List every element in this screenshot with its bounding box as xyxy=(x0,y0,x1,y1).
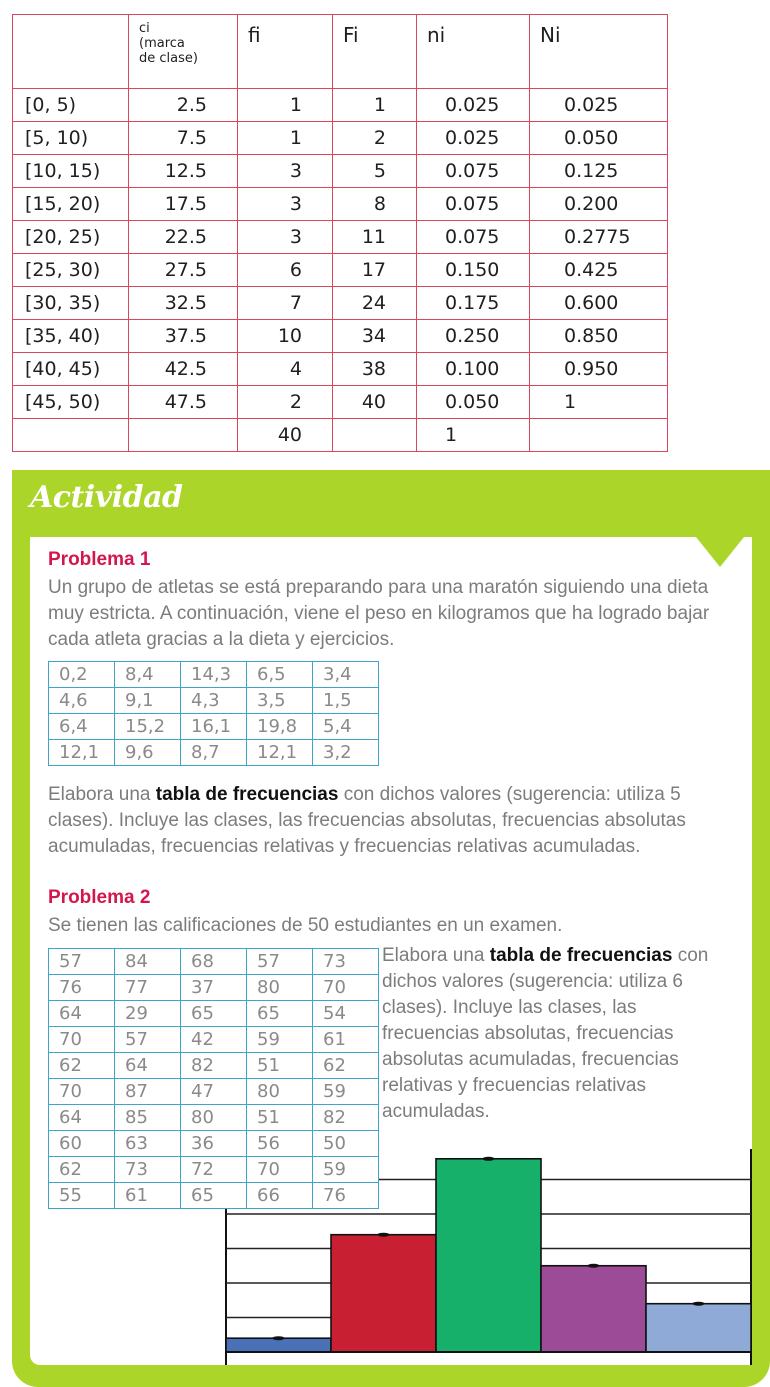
cell-fi: 8 xyxy=(333,188,417,221)
chart-bar xyxy=(646,1304,751,1352)
cell-ni: 0.125 xyxy=(530,155,668,188)
cell-fi: 40 xyxy=(333,386,417,419)
cell-ni: 0.200 xyxy=(530,188,668,221)
grid-cell: 80 xyxy=(247,975,313,1001)
grid-cell: 5,4 xyxy=(313,714,379,740)
cell-ni: 0.025 xyxy=(417,89,530,122)
table-row xyxy=(13,254,668,287)
cell-ni: 0.250 xyxy=(417,320,530,353)
task-text: Elabora una xyxy=(48,784,156,805)
cell-clase: [15, 20) xyxy=(13,188,129,221)
header-Fi: Fi xyxy=(333,15,417,89)
cell-ci: 17.5 xyxy=(129,188,238,221)
cell-fi: 17 xyxy=(333,254,417,287)
grid-cell: 42 xyxy=(181,1027,247,1053)
cell-fi: 38 xyxy=(333,353,417,386)
grid-cell: 70 xyxy=(247,1157,313,1183)
cell-fi: 3 xyxy=(238,188,333,221)
cell-ni: 0.175 xyxy=(417,287,530,320)
header-ci-line: (marca xyxy=(139,36,185,51)
cell-ni: 0.025 xyxy=(417,122,530,155)
grid-row xyxy=(49,1079,379,1105)
grid-cell: 50 xyxy=(313,1131,379,1157)
grid-cell: 76 xyxy=(313,1183,379,1209)
grid-cell: 65 xyxy=(181,1001,247,1027)
cell-fi: 1 xyxy=(333,89,417,122)
grid-cell: 55 xyxy=(49,1183,115,1209)
table-row xyxy=(13,221,668,254)
cell-fi: 7 xyxy=(238,287,333,320)
grid-cell: 60 xyxy=(49,1131,115,1157)
cell-fi: 5 xyxy=(333,155,417,188)
grid-cell: 59 xyxy=(247,1027,313,1053)
header-class xyxy=(13,15,129,89)
grid-cell: 85 xyxy=(115,1105,181,1131)
grid-cell: 29 xyxy=(115,1001,181,1027)
task-bold-text: tabla de frecuencias xyxy=(155,784,339,805)
grid-cell: 82 xyxy=(313,1105,379,1131)
cell-clase: [20, 25) xyxy=(13,221,129,254)
grid-cell: 70 xyxy=(49,1027,115,1053)
grid-cell: 4,3 xyxy=(181,688,247,714)
grid-cell: 73 xyxy=(313,949,379,975)
cell-ci: 27.5 xyxy=(129,254,238,287)
table-row xyxy=(13,320,668,353)
cell-ni: 1 xyxy=(417,419,530,452)
chart-bar-marker xyxy=(588,1264,600,1268)
problem-2-data-grid xyxy=(48,948,379,1209)
grid-cell: 3,4 xyxy=(313,662,379,688)
activity-title: Actividad xyxy=(30,480,183,515)
cell-fi: 6 xyxy=(238,254,333,287)
grid-cell: 37 xyxy=(181,975,247,1001)
grid-cell: 8,7 xyxy=(181,740,247,766)
cell-ni: 0.075 xyxy=(417,155,530,188)
cell-fi: 10 xyxy=(238,320,333,353)
grid-row xyxy=(49,1027,379,1053)
grid-cell: 68 xyxy=(181,949,247,975)
cell-clase: [5, 10) xyxy=(13,122,129,155)
cell-fi: 1 xyxy=(238,89,333,122)
table-row xyxy=(13,386,668,419)
grid-cell: 15,2 xyxy=(115,714,181,740)
cell-clase: [45, 50) xyxy=(13,386,129,419)
grid-cell: 73 xyxy=(115,1157,181,1183)
cell-ci: 7.5 xyxy=(129,122,238,155)
grid-cell: 62 xyxy=(49,1157,115,1183)
cell-ni: 0.050 xyxy=(530,122,668,155)
cell-ni: 0.2775 xyxy=(530,221,668,254)
grid-cell: 64 xyxy=(49,1001,115,1027)
grid-row xyxy=(49,975,379,1001)
task-text: Elabora una xyxy=(382,945,490,966)
cell-ni: 0.025 xyxy=(530,89,668,122)
activity-content xyxy=(30,537,752,1365)
header-ci-line: ci xyxy=(139,21,150,36)
grid-cell: 64 xyxy=(49,1105,115,1131)
grid-cell: 80 xyxy=(247,1079,313,1105)
grid-cell: 6,4 xyxy=(49,714,115,740)
cell-fi: 34 xyxy=(333,320,417,353)
table-row xyxy=(13,155,668,188)
cell-ci: 47.5 xyxy=(129,386,238,419)
cell-clase: [40, 45) xyxy=(13,353,129,386)
frequency-table-header xyxy=(13,15,668,89)
cell-clase: [10, 15) xyxy=(13,155,129,188)
grid-cell: 8,4 xyxy=(115,662,181,688)
table-row xyxy=(13,287,668,320)
cell-clase: [30, 35) xyxy=(13,287,129,320)
grid-cell: 16,1 xyxy=(181,714,247,740)
cell-ci: 32.5 xyxy=(129,287,238,320)
cell-fi xyxy=(333,419,417,452)
cell-ni: 0.850 xyxy=(530,320,668,353)
problem-2-title: Problema 2 xyxy=(48,887,151,908)
grid-cell: 63 xyxy=(115,1131,181,1157)
cell-ci: 22.5 xyxy=(129,221,238,254)
problem-2-task xyxy=(382,943,738,1125)
chart-bar xyxy=(436,1159,541,1352)
cell-ni xyxy=(530,419,668,452)
grid-cell: 57 xyxy=(247,949,313,975)
grid-cell: 36 xyxy=(181,1131,247,1157)
cell-ni: 0.950 xyxy=(530,353,668,386)
grid-cell: 9,1 xyxy=(115,688,181,714)
cell-fi: 40 xyxy=(238,419,333,452)
cell-fi: 2 xyxy=(333,122,417,155)
cell-ni: 0.100 xyxy=(417,353,530,386)
frequency-table xyxy=(12,14,668,452)
cell-ci xyxy=(129,419,238,452)
totals-row xyxy=(13,419,668,452)
grid-cell: 54 xyxy=(313,1001,379,1027)
task-bold-text: tabla de frecuencias xyxy=(489,945,673,966)
table-row xyxy=(13,89,668,122)
grid-row xyxy=(49,1183,379,1209)
header-fi: fi xyxy=(238,15,333,89)
cell-fi: 11 xyxy=(333,221,417,254)
cell-ci: 37.5 xyxy=(129,320,238,353)
header-ci-line: de clase) xyxy=(139,51,198,66)
grid-row xyxy=(49,949,379,975)
grid-cell: 59 xyxy=(313,1157,379,1183)
header-ci xyxy=(129,15,238,89)
grid-cell: 0,2 xyxy=(49,662,115,688)
cell-fi: 3 xyxy=(238,155,333,188)
grid-cell: 72 xyxy=(181,1157,247,1183)
header-ni: ni xyxy=(417,15,530,89)
grid-cell: 62 xyxy=(313,1053,379,1079)
grid-cell: 70 xyxy=(313,975,379,1001)
cell-ni: 0.150 xyxy=(417,254,530,287)
cell-ci: 2.5 xyxy=(129,89,238,122)
cell-clase xyxy=(13,419,129,452)
cell-fi: 2 xyxy=(238,386,333,419)
panel-notch xyxy=(696,537,744,567)
grid-cell: 76 xyxy=(49,975,115,1001)
chart-bar xyxy=(226,1338,331,1352)
task-text: con dichos valores (sugerencia: utiliza 6 clases). Incluye las clases, las frecuencias absolutas, frecuencias absolutas acumuladas, frecuencias relativas y frecuencias relativas acumuladas. xyxy=(382,945,709,1122)
activity-panel xyxy=(12,470,770,1387)
grid-row xyxy=(49,1105,379,1131)
grid-cell: 82 xyxy=(181,1053,247,1079)
grid-cell: 4,6 xyxy=(49,688,115,714)
cell-ni: 1 xyxy=(530,386,668,419)
cell-clase: [35, 40) xyxy=(13,320,129,353)
grid-cell: 77 xyxy=(115,975,181,1001)
table-row xyxy=(13,353,668,386)
grid-cell: 14,3 xyxy=(181,662,247,688)
chart-bar-marker xyxy=(693,1302,705,1306)
chart-bar-marker xyxy=(378,1233,390,1237)
table-row xyxy=(13,188,668,221)
grid-cell: 1,5 xyxy=(313,688,379,714)
grid-cell: 51 xyxy=(247,1053,313,1079)
grid-cell: 47 xyxy=(181,1079,247,1105)
cell-clase: [25, 30) xyxy=(13,254,129,287)
cell-ci: 12.5 xyxy=(129,155,238,188)
grid-cell: 51 xyxy=(247,1105,313,1131)
chart-bar-marker xyxy=(273,1336,285,1340)
grid-cell: 61 xyxy=(115,1183,181,1209)
grid-cell: 57 xyxy=(115,1027,181,1053)
frequency-table-body xyxy=(13,89,668,452)
cell-ci: 42.5 xyxy=(129,353,238,386)
grid-cell: 61 xyxy=(313,1027,379,1053)
grid-cell: 57 xyxy=(49,949,115,975)
problem-1-intro: Un grupo de atletas se está preparando para una maratón siguiendo una dieta muy estricta. A continuación, viene el peso en kilogramos que ha logrado bajar cada atleta gracias a la dieta y ejercicios. xyxy=(48,577,710,650)
cell-fi: 4 xyxy=(238,353,333,386)
grid-cell: 3,5 xyxy=(247,688,313,714)
cell-ni: 0.050 xyxy=(417,386,530,419)
cell-fi: 24 xyxy=(333,287,417,320)
grid-cell: 80 xyxy=(181,1105,247,1131)
grid-cell: 6,5 xyxy=(247,662,313,688)
grid-cell: 59 xyxy=(313,1079,379,1105)
chart-bar xyxy=(541,1266,646,1352)
grid-cell: 12,1 xyxy=(49,740,115,766)
grid-row xyxy=(49,1157,379,1183)
grid-row xyxy=(49,1131,379,1157)
header-Ni: Ni xyxy=(530,15,668,89)
chart-bar-marker xyxy=(483,1157,495,1161)
grid-cell: 84 xyxy=(115,949,181,975)
problem-2-intro: Se tienen las calificaciones de 50 estudiantes en un examen. xyxy=(48,915,563,936)
grid-cell: 87 xyxy=(115,1079,181,1105)
grid-cell: 70 xyxy=(49,1079,115,1105)
grid-cell: 56 xyxy=(247,1131,313,1157)
grid-cell: 9,6 xyxy=(115,740,181,766)
grid-cell: 62 xyxy=(49,1053,115,1079)
grid-cell: 65 xyxy=(181,1183,247,1209)
grid-row xyxy=(49,1001,379,1027)
grid-row xyxy=(49,1053,379,1079)
cell-ni: 0.075 xyxy=(417,221,530,254)
task-text: con dichos valores (sugerencia: utiliza 5 clases). Incluye las clases, las frecuencias absolutas, frecuencias absolutas acumuladas, frecuencias relativas y frecuencias relativas acumuladas. xyxy=(48,784,686,857)
cell-fi: 1 xyxy=(238,122,333,155)
cell-ni: 0.600 xyxy=(530,287,668,320)
grid-cell: 3,2 xyxy=(313,740,379,766)
cell-ni: 0.075 xyxy=(417,188,530,221)
grid-cell: 64 xyxy=(115,1053,181,1079)
cell-ni: 0.425 xyxy=(530,254,668,287)
table-row xyxy=(13,122,668,155)
grid-cell: 19,8 xyxy=(247,714,313,740)
cell-clase: [0, 5) xyxy=(13,89,129,122)
chart-bar xyxy=(331,1235,436,1352)
cell-fi: 3 xyxy=(238,221,333,254)
problem-1-title: Problema 1 xyxy=(48,549,151,570)
grid-cell: 65 xyxy=(247,1001,313,1027)
grid-cell: 12,1 xyxy=(247,740,313,766)
grid-cell: 66 xyxy=(247,1183,313,1209)
